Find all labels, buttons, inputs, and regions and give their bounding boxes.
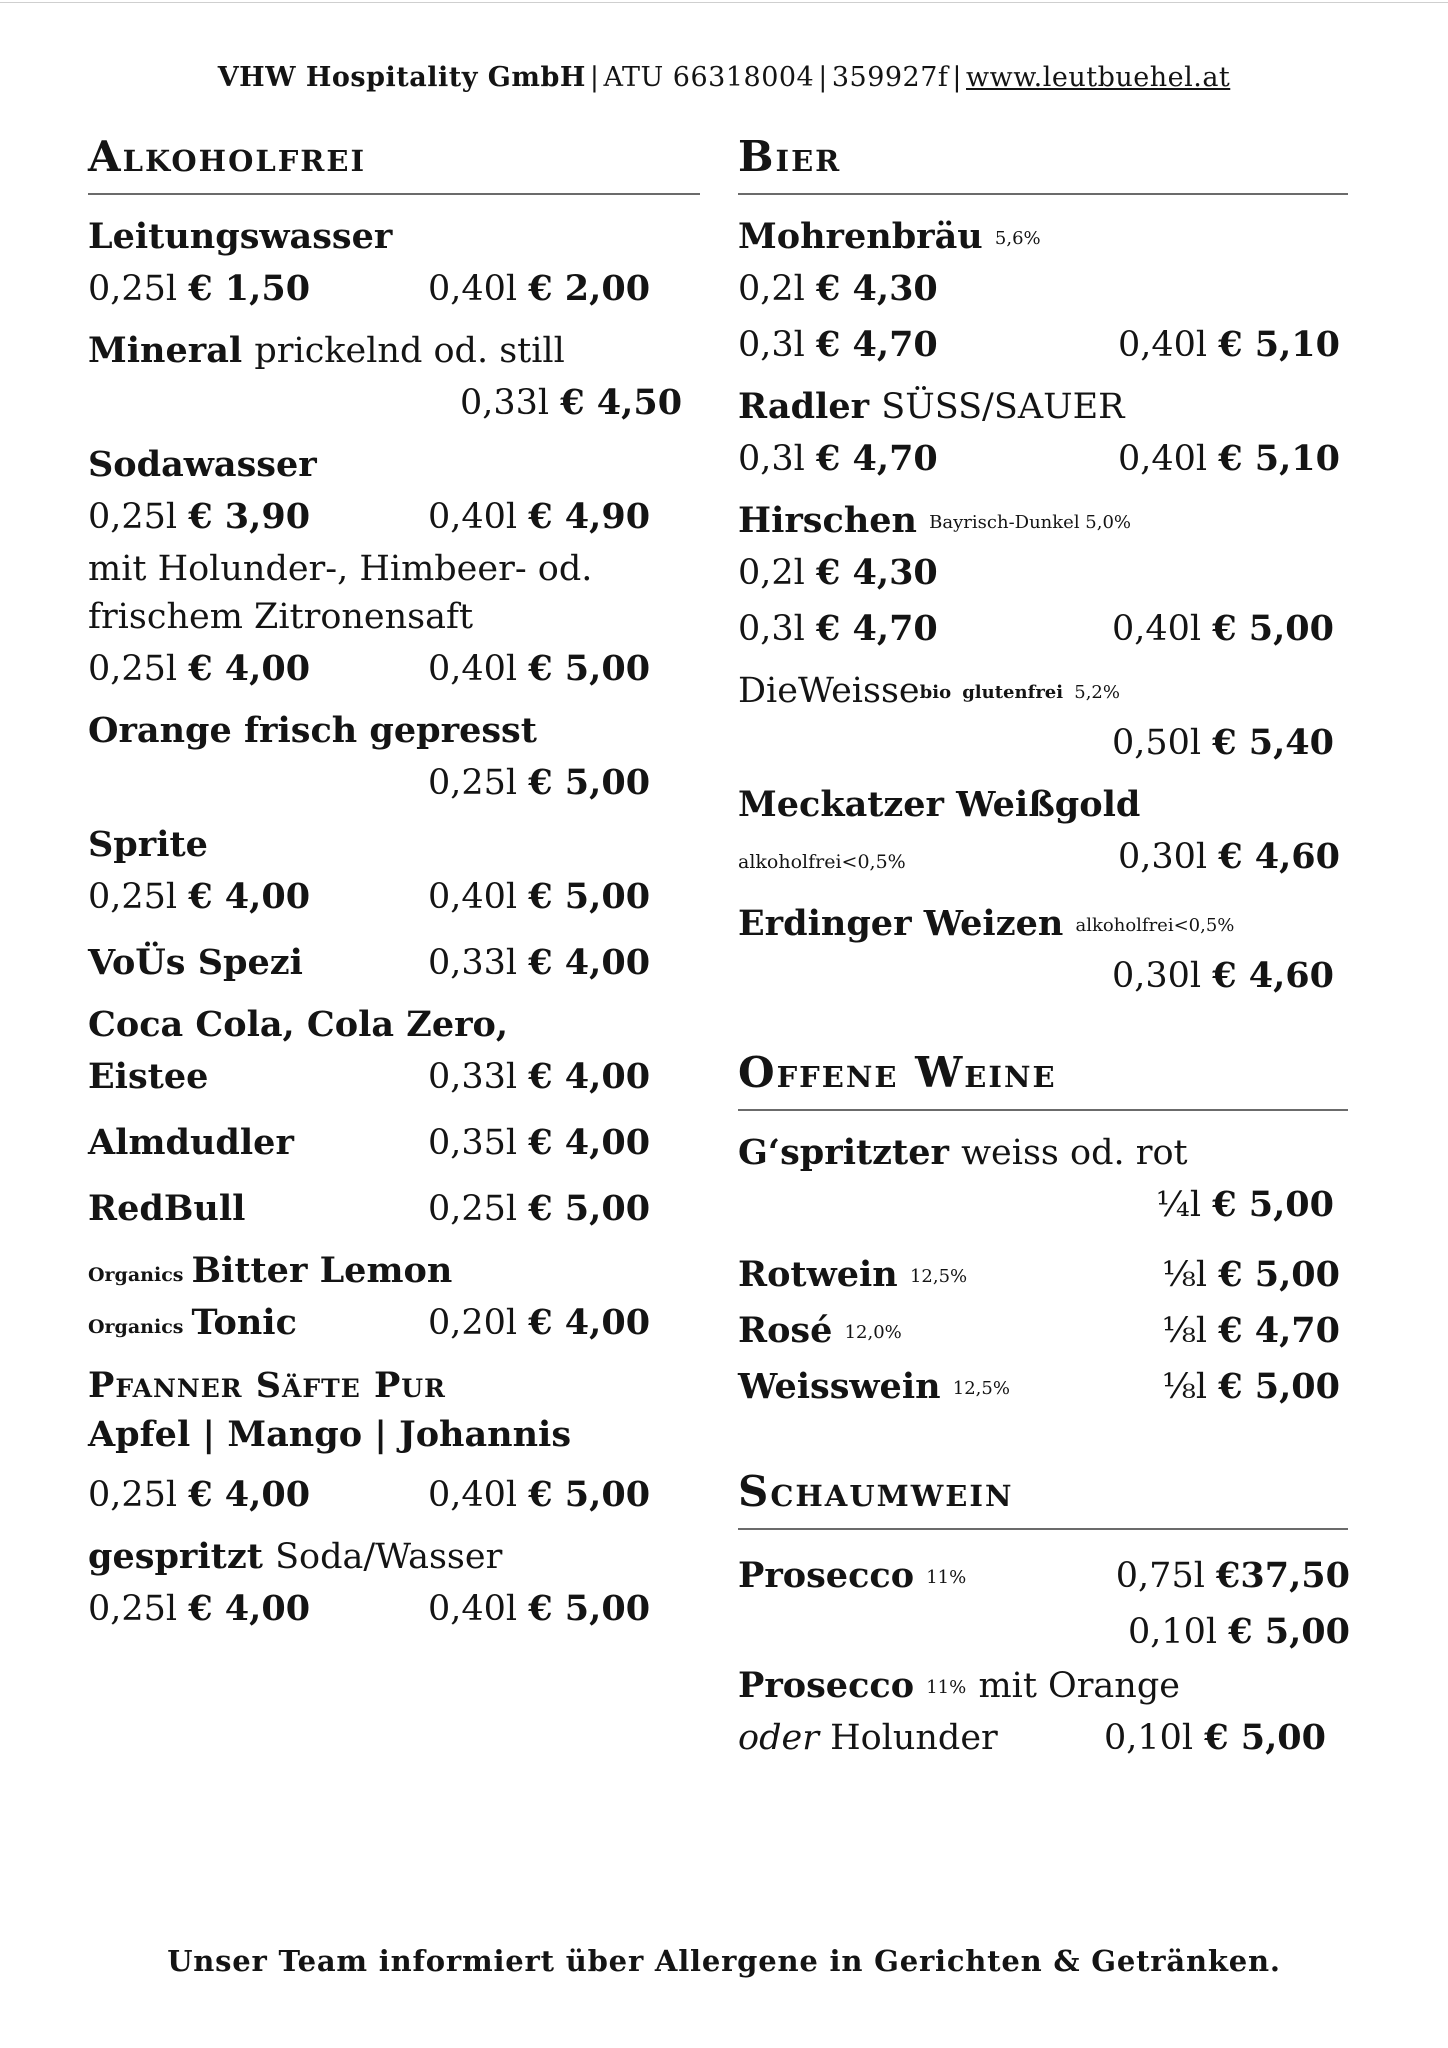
volume: 0,20l (428, 1303, 518, 1343)
price: € 5,00 (528, 1474, 651, 1515)
price: € 1,50 (188, 268, 311, 309)
price: € 4,90 (528, 496, 651, 537)
price: € 4,00 (528, 942, 651, 983)
item-name: Hirschen (738, 500, 917, 541)
item-description-oder: oder (738, 1718, 819, 1758)
item-name: Rotwein (738, 1254, 898, 1295)
item-mohrenbraeu (738, 213, 1350, 373)
volume: 0,33l (428, 943, 518, 983)
price: € 4,70 (816, 438, 938, 479)
volume: 0,25l (88, 269, 178, 309)
item-name: RedBull (88, 1188, 246, 1229)
volume: 0,10l (1103, 1718, 1194, 1758)
item-name: Bitter Lemon (191, 1250, 453, 1291)
item-name: Mineral (88, 330, 243, 371)
price: € 4,60 (1212, 955, 1334, 996)
item-name: Rosé (738, 1310, 833, 1351)
price: € 5,10 (1218, 438, 1340, 479)
item-abv: 12,5% (909, 1266, 968, 1287)
item-abv: 5,6% (994, 228, 1041, 249)
item-name: Radler (738, 386, 870, 427)
item-name: Prosecco (738, 1665, 915, 1706)
price: € 4,30 (816, 552, 938, 593)
volume: 0,40l (428, 1589, 518, 1629)
item-spezi (88, 935, 700, 991)
item-name: Mohrenbräu (738, 216, 983, 257)
item-sodawasser (88, 441, 700, 697)
item-name: G‘spritzter (738, 1132, 949, 1173)
price: € 4,30 (816, 268, 938, 309)
volume: 0,35l (428, 1123, 518, 1163)
item-meckatzer (738, 781, 1350, 890)
item-mineral (88, 327, 700, 431)
price: € 5,00 (528, 762, 651, 803)
item-gspritzter (738, 1129, 1350, 1233)
item-abv: 12,5% (952, 1378, 1010, 1399)
allergen-notice: Unser Team informiert über Allergene in Gerichten & Getränken. (167, 1944, 1281, 1978)
item-tag-bio: bio (919, 682, 952, 703)
price: € 4,50 (560, 382, 683, 423)
item-radler (738, 383, 1350, 487)
registry-number: 359927f (831, 62, 949, 93)
brand-prefix: Organics (88, 1316, 184, 1338)
section-title-bier: Bier (738, 132, 1348, 195)
item-name: Coca Cola, Cola Zero, (88, 1004, 509, 1045)
price: € 4,00 (528, 1122, 651, 1163)
item-hirschen (738, 497, 1350, 657)
volume: 0,40l (428, 269, 518, 309)
volume: 0,30l (1111, 956, 1202, 996)
price: € 5,00 (1228, 1611, 1350, 1652)
item-description: mit Holunder-, Himbeer- od. (88, 549, 593, 589)
item-description: weiss od. rot (961, 1133, 1188, 1173)
item-abv: 11% (926, 1567, 967, 1588)
item-orange (88, 707, 700, 811)
price: € 5,00 (1218, 1366, 1340, 1407)
price: € 4,00 (188, 1588, 311, 1629)
item-description: prickelnd od. still (254, 331, 565, 371)
price: € 3,90 (188, 496, 311, 537)
item-name: Erdinger Weizen (738, 903, 1064, 944)
price: € 5,40 (1212, 722, 1334, 763)
item-description: mit Orange (978, 1666, 1180, 1706)
item-abv: 5,2% (1074, 682, 1120, 703)
volume: 0,33l (460, 383, 550, 423)
item-description: Holunder (830, 1718, 998, 1758)
volume: 0,2l (738, 553, 805, 593)
price: € 4,00 (188, 648, 311, 689)
price: € 4,00 (188, 1474, 311, 1515)
item-weisswein (738, 1359, 1350, 1415)
volume: ⅛l (1161, 1311, 1208, 1351)
price: € 2,00 (528, 268, 651, 309)
price: € 4,70 (816, 608, 938, 649)
volume: 0,40l (428, 877, 518, 917)
item-name: Prosecco (738, 1555, 915, 1596)
top-border (0, 2, 1448, 3)
price: € 4,00 (528, 1056, 651, 1097)
item-rotwein (738, 1247, 1350, 1303)
volume: 0,40l (1117, 325, 1208, 365)
item-cola (88, 1001, 700, 1105)
price: € 5,00 (1212, 608, 1334, 649)
item-name: Meckatzer Weißgold (738, 784, 1141, 825)
volume: 0,33l (428, 1057, 518, 1097)
volume: 0,75l (1115, 1556, 1205, 1596)
item-description: SÜSS/SAUER (881, 387, 1125, 427)
item-pfanner (88, 1361, 700, 1523)
item-dieweisse (738, 667, 1350, 771)
company-name: VHW Hospitality GmbH (217, 62, 586, 93)
subsection-title: Pfanner Säfte Pur (88, 1365, 446, 1406)
item-name: VoÜs Spezi (88, 942, 303, 983)
price: € 4,70 (1218, 1310, 1340, 1351)
price: € 5,00 (1212, 1184, 1334, 1225)
item-name: Eistee (88, 1056, 209, 1097)
item-name: Sprite (88, 824, 208, 865)
item-name: DieWeisse (738, 671, 920, 711)
section-title-schaumwein: Schaumwein (738, 1467, 1348, 1530)
price: € 4,60 (1218, 836, 1340, 877)
volume: 0,25l (428, 763, 518, 803)
item-prosecco (738, 1548, 1350, 1660)
item-leitungswasser (88, 213, 700, 317)
price: € 4,00 (188, 876, 311, 917)
volume: 0,2l (738, 269, 805, 309)
uid-number: ATU 66318004 (603, 62, 815, 93)
item-prosecco-mix (738, 1662, 1350, 1766)
volume: 0,40l (428, 649, 518, 689)
item-tag-glutenfrei: glutenfrei (962, 682, 1064, 703)
volume: ⅛l (1161, 1255, 1208, 1295)
item-name: Sodawasser (88, 444, 317, 485)
item-note: alkoholfrei<0,5% (738, 851, 906, 873)
volume: 0,40l (428, 497, 518, 537)
item-sprite (88, 821, 700, 925)
item-abv: 11% (926, 1677, 967, 1698)
volume: ¼l (1155, 1185, 1202, 1225)
item-description: Soda/Wasser (275, 1537, 503, 1577)
price: €37,50 (1216, 1555, 1350, 1596)
left-column (88, 132, 700, 1637)
item-name: Leitungswasser (88, 216, 393, 257)
right-column (738, 132, 1350, 1766)
price: € 4,70 (816, 324, 938, 365)
item-abv: 12,0% (844, 1322, 902, 1343)
section-title-weine: Offene Weine (738, 1048, 1348, 1111)
item-name: Tonic (191, 1302, 297, 1343)
volume: 0,25l (88, 1475, 178, 1515)
volume: 0,3l (738, 609, 805, 649)
item-name: Weisswein (738, 1366, 941, 1407)
volume: 0,40l (1117, 439, 1208, 479)
volume: 0,25l (88, 1589, 178, 1629)
item-rose (738, 1303, 1350, 1359)
volume: 0,25l (428, 1189, 518, 1229)
item-gespritzt (88, 1533, 700, 1637)
brand-prefix: Organics (88, 1264, 184, 1286)
header: VHW Hospitality GmbH | ATU 66318004 | 359927f | www.leutbuehel.at (217, 62, 1231, 93)
price: € 5,00 (528, 876, 651, 917)
price: € 5,10 (1218, 324, 1340, 365)
volume: 0,3l (738, 325, 805, 365)
item-flavors: Apfel | Mango | Johannis (88, 1414, 572, 1455)
volume: 0,30l (1117, 837, 1208, 877)
volume: 0,40l (1111, 609, 1202, 649)
item-name: Orange frisch gepresst (88, 710, 537, 751)
volume: 0,25l (88, 649, 178, 689)
price: € 5,00 (1204, 1717, 1326, 1758)
price: € 5,00 (528, 648, 651, 689)
section-title-alkoholfrei: Alkoholfrei (88, 132, 700, 195)
volume: ⅛l (1161, 1367, 1208, 1407)
item-bitter-lemon (88, 1247, 700, 1351)
price: € 5,00 (1218, 1254, 1340, 1295)
volume: 0,10l (1127, 1612, 1218, 1652)
item-name: Almdudler (88, 1122, 294, 1163)
website-link[interactable]: www.leutbuehel.at (966, 62, 1231, 93)
price: € 5,00 (528, 1588, 651, 1629)
item-erdinger (738, 900, 1350, 1004)
volume: 0,25l (88, 497, 178, 537)
volume: 0,40l (428, 1475, 518, 1515)
volume: 0,25l (88, 877, 178, 917)
volume: 0,3l (738, 439, 805, 479)
volume: 0,50l (1111, 723, 1202, 763)
price: € 4,00 (528, 1302, 651, 1343)
item-note: alkoholfrei<0,5% (1075, 915, 1235, 936)
item-almdudler (88, 1115, 700, 1171)
item-redbull (88, 1181, 700, 1237)
item-name: gespritzt (88, 1536, 263, 1577)
price: € 5,00 (528, 1188, 651, 1229)
item-description: frischem Zitronensaft (88, 597, 474, 637)
item-note: Bayrisch-Dunkel 5,0% (929, 512, 1132, 533)
